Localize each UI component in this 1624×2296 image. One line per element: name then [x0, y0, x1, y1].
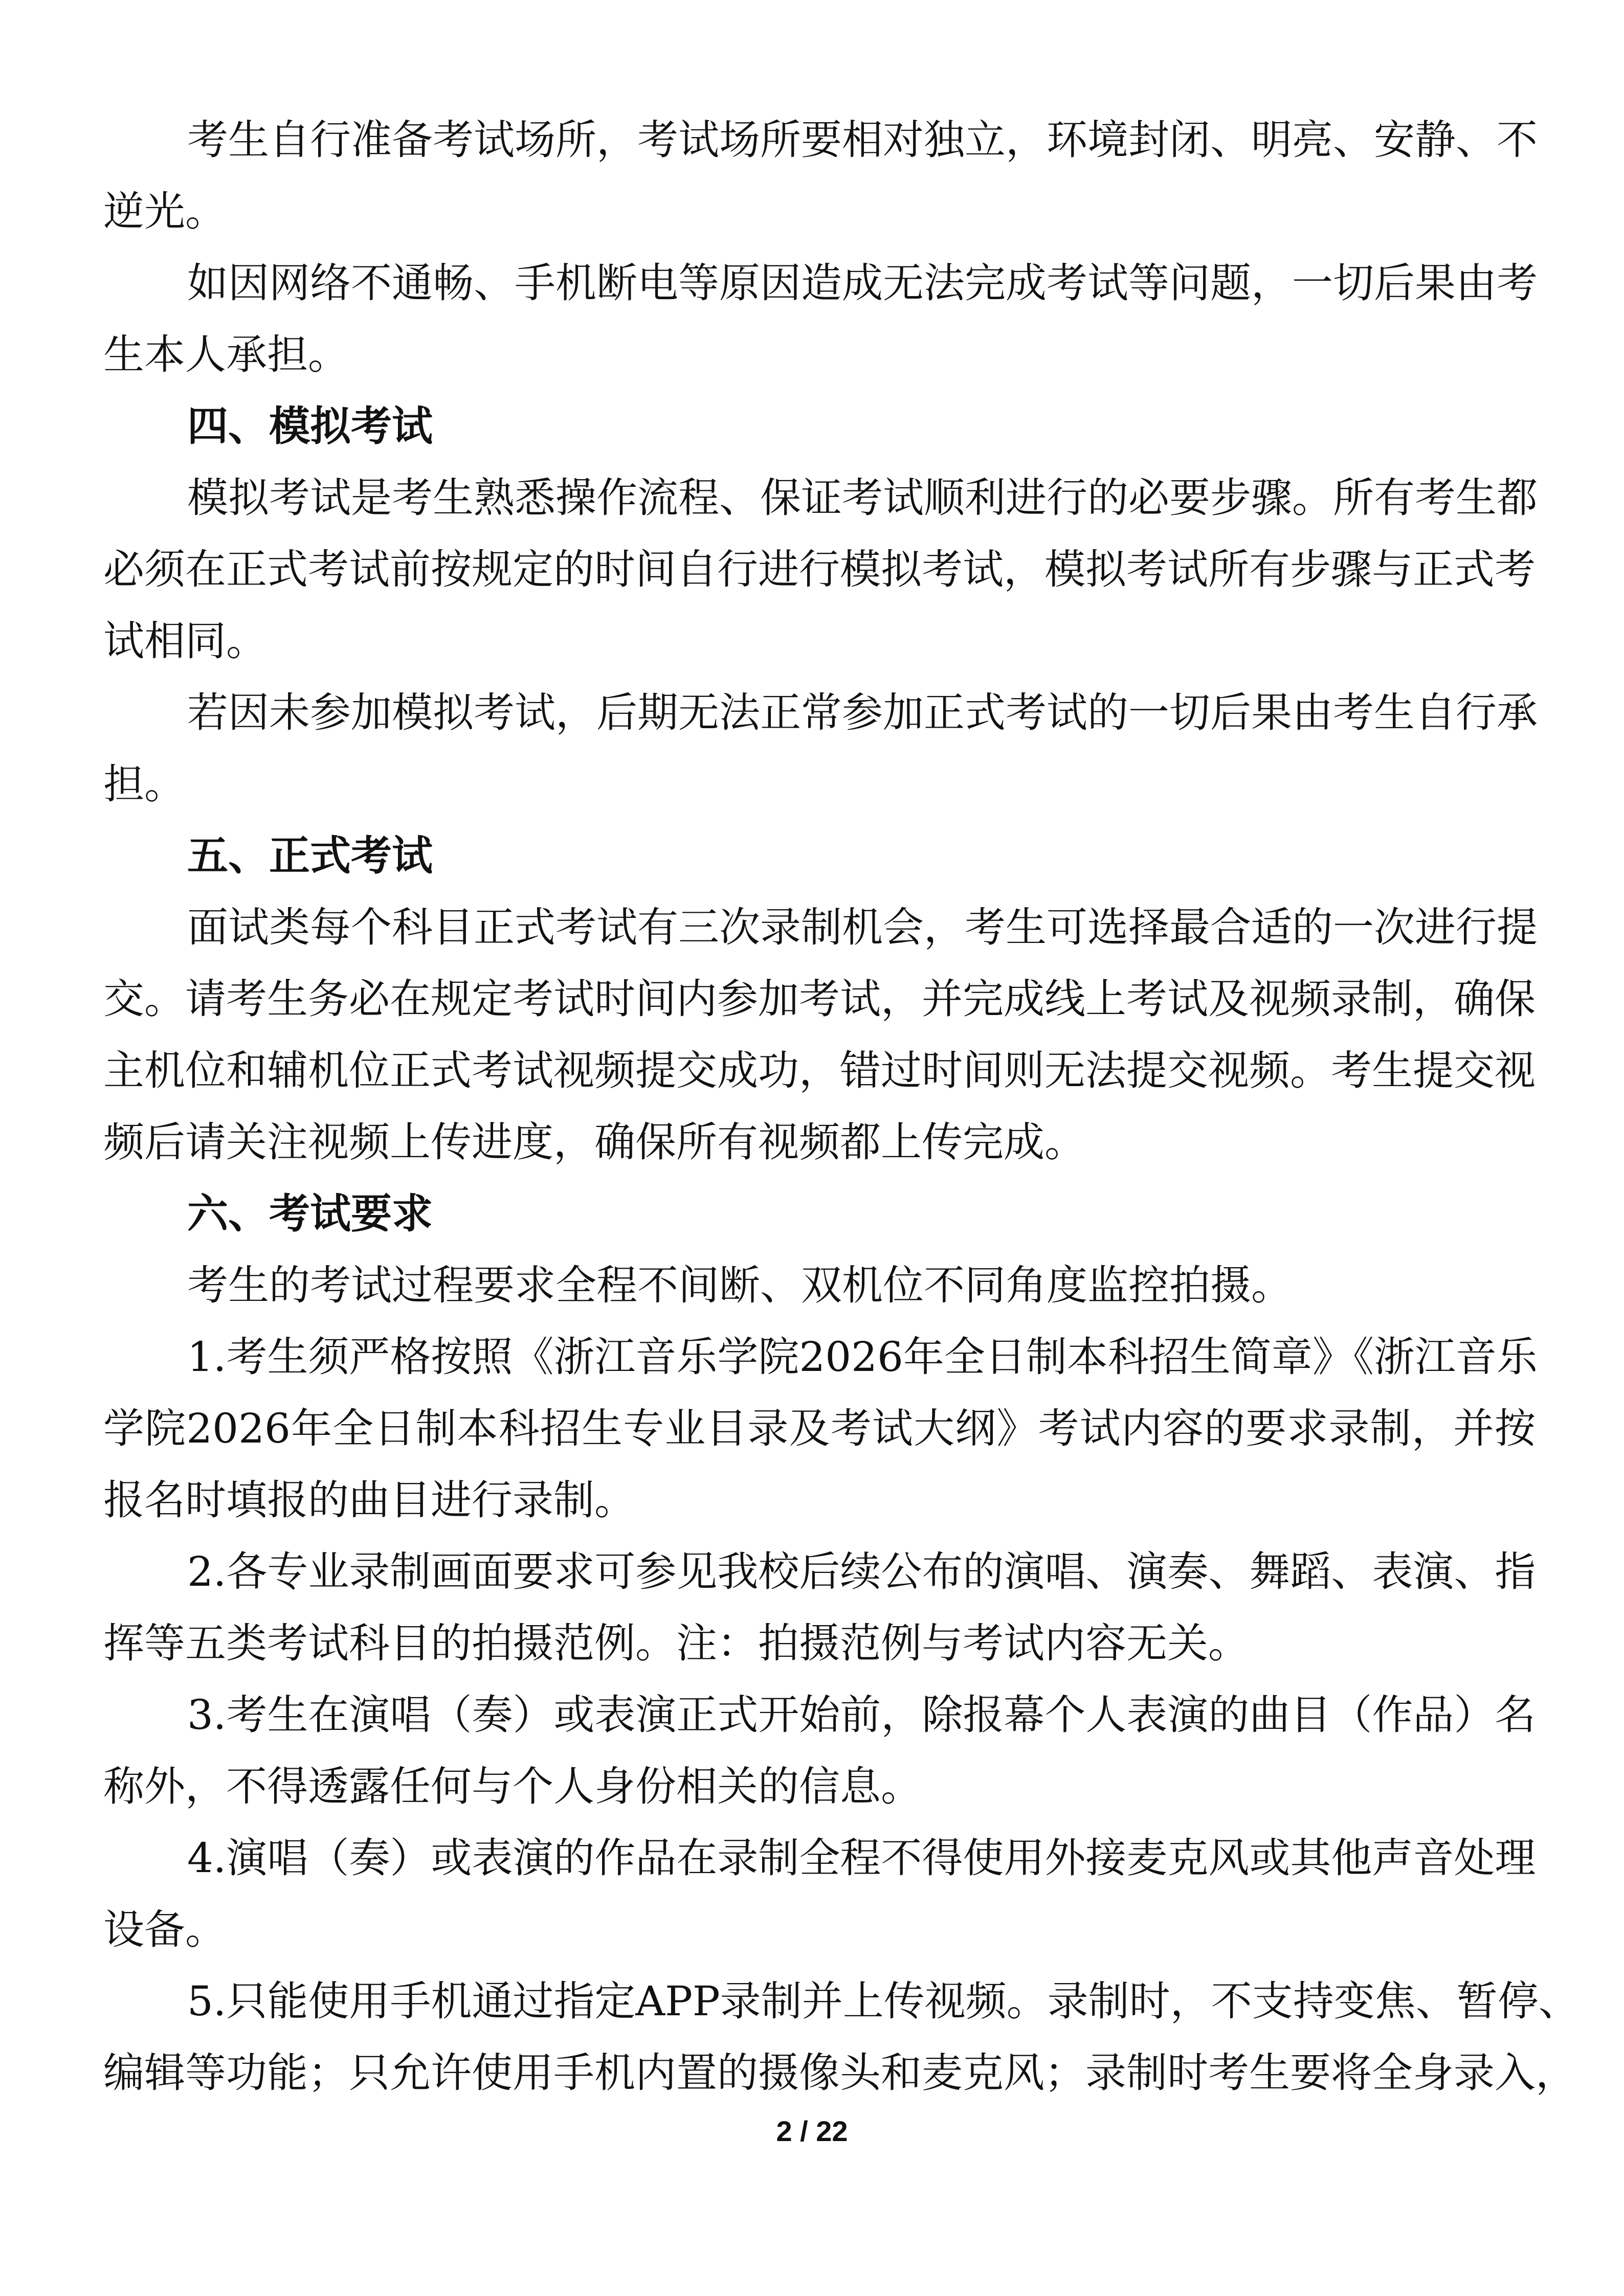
- paragraph-line: 面试类每个科目正式考试有三次录制机会，考生可选择最合适的一次进行提: [187, 904, 1538, 951]
- paragraph-line: 模拟考试是考生熟悉操作流程、保证考试顺利进行的必要步骤。所有考生都: [187, 474, 1538, 522]
- paragraph-line: 设备。: [103, 1906, 226, 1953]
- paragraph-line: 如因网络不通畅、手机断电等原因造成无法完成考试等问题，一切后果由考: [187, 259, 1538, 307]
- paragraph-line: 2.各专业录制画面要求可参见我校后续公布的演唱、演奏、舞蹈、表演、指: [187, 1548, 1536, 1595]
- paragraph-line: 挥等五类考试科目的拍摄范例。注：拍摄范例与考试内容无关。: [103, 1619, 1249, 1667]
- paragraph-line: 1.考生须严格按照《浙江音乐学院2026年全日制本科招生简章》《浙江音乐: [187, 1333, 1538, 1381]
- paragraph-line: 学院2026年全日制本科招生专业目录及考试大纲》考试内容的要求录制，并按: [103, 1405, 1536, 1452]
- paragraph-line: 报名时填报的曲目进行录制。: [103, 1476, 635, 1524]
- paragraph-line: 交。请考生务必在规定考试时间内参加考试，并完成线上考试及视频录制，确保: [103, 975, 1536, 1023]
- paragraph-line: 生本人承担。: [103, 331, 349, 378]
- section-heading-exam-requirements: 六、考试要求: [187, 1190, 433, 1237]
- paragraph-line: 必须在正式考试前按规定的时间自行进行模拟考试，模拟考试所有步骤与正式考: [103, 546, 1536, 593]
- paragraph-line: 若因未参加模拟考试，后期无法正常参加正式考试的一切后果由考生自行承: [187, 689, 1538, 736]
- paragraph-line: 4.演唱（奏）或表演的作品在录制全程不得使用外接麦克风或其他声音处理: [187, 1834, 1536, 1882]
- paragraph-line: 5.只能使用手机通过指定APP录制并上传视频。录制时，不支持变焦、暂停、: [187, 1977, 1579, 2025]
- paragraph-line: 3.考生在演唱（奏）或表演正式开始前，除报幕个人表演的曲目（作品）名: [187, 1691, 1536, 1739]
- paragraph-line: 担。: [103, 760, 185, 808]
- paragraph-line: 编辑等功能；只允许使用手机内置的摄像头和麦克风；录制时考生要将全身录入，: [103, 2049, 1576, 2097]
- paragraph-line: 称外，不得透露任何与个人身份相关的信息。: [103, 1763, 922, 1810]
- page-number: 2 / 22: [776, 2115, 848, 2147]
- section-heading-mock-exam: 四、模拟考试: [187, 402, 433, 450]
- document-body: [103, 104, 1579, 2109]
- section-heading-formal-exam: 五、正式考试: [187, 832, 433, 880]
- paragraph-line: 频后请关注视频上传进度，确保所有视频都上传完成。: [103, 1118, 1085, 1166]
- paragraph-line: 逆光。: [103, 188, 226, 235]
- paragraph-line: 主机位和辅机位正式考试视频提交成功，错过时间则无法提交视频。考生提交视: [103, 1047, 1536, 1094]
- paragraph-line: 考生的考试过程要求全程不间断、双机位不同角度监控拍摄。: [187, 1262, 1292, 1309]
- paragraph-line: 试相同。: [103, 617, 267, 665]
- paragraph-line: 考生自行准备考试场所，考试场所要相对独立，环境封闭、明亮、安静、不: [187, 116, 1538, 164]
